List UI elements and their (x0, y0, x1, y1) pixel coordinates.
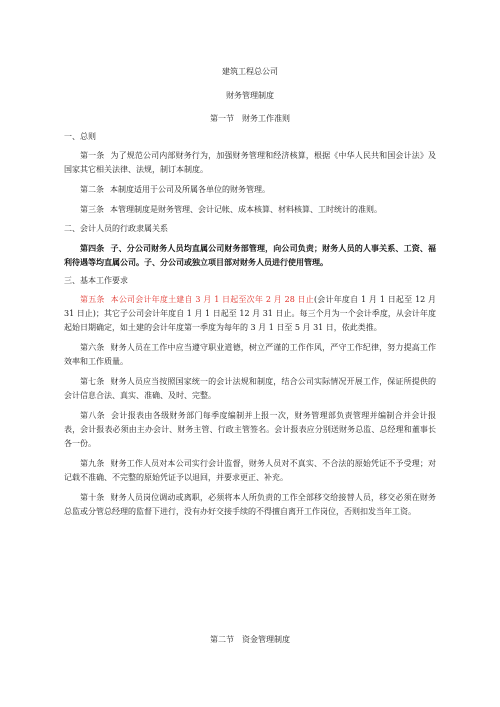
article-text: 子、分公司财务人员均直属公司财务部管理，向公司负责；财务人员的人事关系、工资、福利待遇等均直属公司。子、分公司或独立项目部对财务人员进行使用管理。 (64, 243, 437, 267)
article-label: 第一条 (80, 151, 105, 160)
article-label: 第三条 (80, 205, 104, 214)
article-label: 第七条 (80, 377, 105, 386)
article-text: 本制度适用于公司及所属各单位的财务管理。 (110, 185, 270, 194)
section-title: 第一节 财务工作准则 (210, 114, 290, 123)
article-label: 第四条 (80, 243, 105, 253)
article-8 (64, 409, 436, 451)
article-7 (64, 375, 436, 403)
article-label: 第六条 (80, 343, 105, 352)
manual-title: 财务管理制度 (226, 91, 274, 100)
article-label: 第八条 (80, 411, 106, 420)
article-5 (64, 293, 436, 335)
article-label: 第五条 (80, 295, 105, 304)
heading-requirements: 三、基本工作要求 (64, 276, 128, 285)
article-text: 本管理制度是财务管理、会计记帐、成本核算、材料核算、工时统计的准则。 (110, 205, 382, 214)
article-4 (64, 241, 436, 269)
document-page (64, 60, 436, 519)
article-label: 第九条 (80, 459, 105, 468)
article-1 (64, 149, 436, 177)
article-text: 财务人员应当按照国家统一的会计法规和制度，结合公司实际情况开展工作，保证所提供的会计信息合法、真实、准确、及时、完整。 (64, 377, 437, 400)
article-text: 财务工作人员对本公司实行会计监督，财务人员对不真实、不合法的原始凭证不予受理；对记载不准确、不完整的原始凭证予以退回，并要求更正、补充。 (64, 459, 437, 482)
article-text: 财务人员岗位调动或离职，必须将本人所负责的工作全部移交给接替人员，移交必须在财务总监或分管总经理的监督下进行，没有办好交接手续的不得擅自离开工作岗位，否则扣发当年工资。 (64, 493, 437, 516)
article-text: (会计年度自 1 月 1 日起至 12 月 31 日止)；其它子公司会计年度自 1 月 1 日起至 12 月 31 日止。每三个月为一个会计季度，从会计年度起始日期确定，如土建的会计年度第一季度为每年的 3 月 1 日至 5 月 31 日，依此类推。 (64, 295, 436, 332)
article-10 (64, 491, 436, 519)
company-name: 建筑工程总公司 (222, 67, 278, 76)
section-2-title: 第二节 资金管理制度 (210, 635, 290, 644)
article-2 (64, 183, 436, 197)
article-9 (64, 457, 436, 485)
article-text: 会计报表由各级财务部门每季度编制并上报一次，财务管理部负责管理并编制合并会计报表，会计报表必须由主办会计、财务主管、行政主管签名。会计报表应分别送财务总监、总经理和董事长各一份。 (64, 411, 437, 448)
article-3 (64, 203, 436, 217)
article-6 (64, 341, 436, 369)
heading-admin: 二、会计人员的行政隶属关系 (64, 224, 168, 233)
heading-general: 一、总则 (64, 132, 96, 141)
article-text: 为了规范公司内部财务行为，加强财务管理和经济核算，根据《中华人民共和国会计法》及国家其它相关法律、法规，制订本制度。 (64, 151, 437, 174)
article-highlight: 本公司会计年度土建自 3 月 1 日起至次年 2 月 28 日止 (110, 295, 314, 304)
article-label: 第二条 (80, 185, 104, 194)
article-text: 财务人员在工作中应当遵守职业道德，树立严谨的工作作风，严守工作纪律，努力提高工作效率和工作质量。 (64, 343, 437, 366)
article-label: 第十条 (80, 493, 105, 502)
